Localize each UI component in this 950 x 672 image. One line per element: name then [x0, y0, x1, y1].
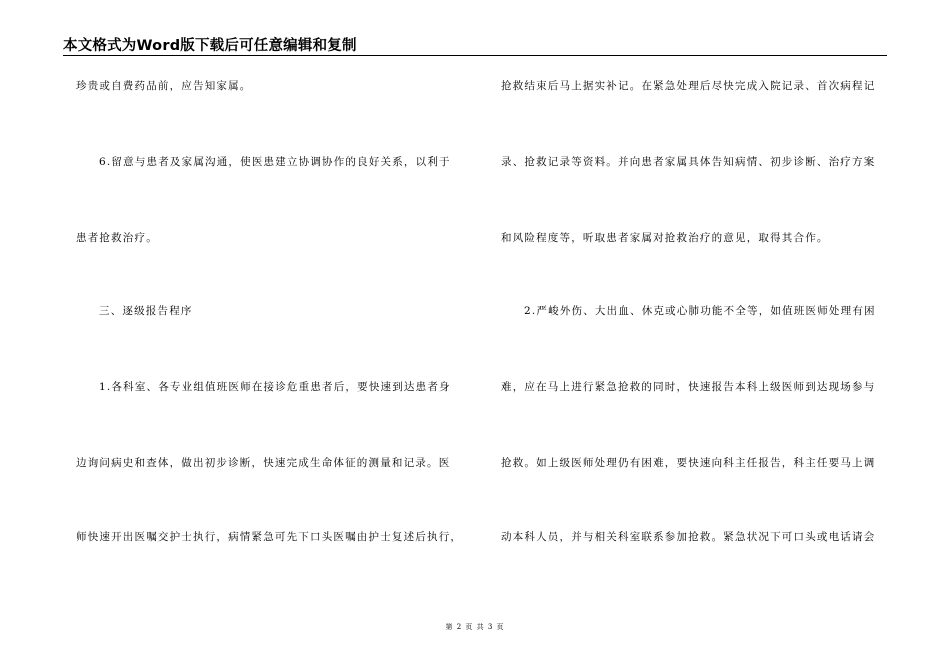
right-line-2: 录、抢救记录等资料。并向患者家属具体告知病情、初步诊断、治疗方案	[501, 156, 876, 168]
left-line-6: 边询问病史和查体，做出初步诊断，快速完成生命体征的测量和记录。医	[76, 457, 451, 469]
left-line-1: 珍贵或自费药品前，应告知家属。	[76, 80, 252, 92]
left-line-3: 患者抢救治疗。	[76, 232, 158, 244]
right-line-6: 抢救。如上级医师处理仍有困难，要快速向科主任报告，科主任要马上调	[501, 457, 876, 469]
right-line-7: 动本科人员，并与相关科室联系参加抢救。紧急状况下可口头或电话请会	[501, 531, 876, 543]
left-line-5: 1.各科室、各专业组值班医师在接诊危重患者后，要快速到达患者身	[99, 381, 451, 393]
right-line-1: 抢救结束后马上据实补记。在紧急处理后尽快完成入院记录、首次病程记	[501, 80, 876, 92]
right-line-4: 2.严峻外伤、大出血、休克或心肺功能不全等，如值班医师处理有困	[524, 305, 876, 317]
left-section-heading: 三、逐级报告程序	[99, 305, 193, 317]
left-line-7: 师快速开出医嘱交护士执行，病情紧急可先下口头医嘱由护士复述后执行，	[76, 531, 463, 543]
right-line-3: 和风险程度等，听取患者家属对抢救治疗的意见，取得其合作。	[501, 232, 829, 244]
right-line-5: 难，应在马上进行紧急抢救的同时，快速报告本科上级医师到达现场参与	[501, 381, 876, 393]
header-divider	[63, 55, 887, 56]
left-line-2: 6.留意与患者及家属沟通，使医患建立协调协作的良好关系，以利于	[99, 156, 451, 168]
page-number-footer: 第 2 页 共 3 页	[445, 623, 505, 631]
document-header-title: 本文格式为Word版下载后可任意编辑和复制	[63, 38, 357, 54]
